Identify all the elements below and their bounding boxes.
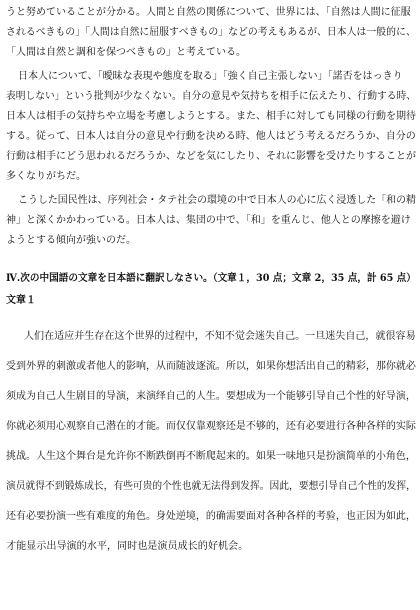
jp-line: 「人間は自然と調和を保つべきもの」と考えている。 bbox=[6, 47, 246, 58]
jp-line: ようとする傾向が強いのだ。 bbox=[6, 235, 136, 246]
section-subheading: 文章１ bbox=[6, 295, 36, 306]
jp-line: 行動は相手にどう思われるだろうか、などを気にしたり、それに影響を受けたりすることが bbox=[6, 151, 416, 162]
zh-line: 演员就得不到锻炼成长，有些可贵的个性也就无法得到发挥。因此，要想引导自己个性的发挥， bbox=[6, 481, 416, 492]
zh-line: 你就必须用心观察自己潜在的才能。而仅仅靠观察还是不够的，还有必要进行各种各样的实际 bbox=[6, 421, 416, 432]
jp-line: こうした国民性は、序列社会・タテ社会の環境の中で日本人の心に広く浸透した「和の精 bbox=[18, 195, 416, 206]
section-heading: Ⅳ.次の中国語の文章を日本語に翻訳しなさい。（文章１，30 点；文章 2，35 点，計 65 点） bbox=[6, 273, 416, 284]
jp-line: する。従って、日本人は自分の意見や行動を決める時、他人はどう考えるだろうか、自分の bbox=[6, 131, 416, 142]
zh-line: 受到外界的刺激或者他人的影响，从而随波逐流。所以，如果你想活出自己的精彩，那你就必 bbox=[6, 361, 416, 372]
zh-line: 挑战。人生这个舞台是允许你不断跌倒再不断爬起来的。如果一味地只是扮演简单的小角色， bbox=[6, 451, 416, 462]
jp-line: 日本人は相手の気持ちや立場を考慮しようとする。また、相手に対しても同様の行動を期待 bbox=[6, 111, 416, 122]
zh-line: 还有必要扮演一些有难度的角色。身处逆境，的确需要面对各种各样的考验，也正因为如此， bbox=[6, 511, 416, 522]
zh-line: 须成为自己人生剧目的导演，来演绎自己的人生。要想成为一个能够引导自己个性的好导演， bbox=[6, 391, 416, 402]
jp-line: うと努めていることが分かる。人間と自然の関係について、世界には、「自然は人間に征服 bbox=[6, 7, 411, 18]
zh-line: 人们在适应并生存在这个世界的过程中，不知不觉会迷失自己。一旦迷失自己，就很容易 bbox=[24, 331, 416, 342]
jp-line: 神」と深くかかわっている。日本人は、集団の中で、「和」を重んじ、他人との摩擦を避け bbox=[6, 215, 411, 226]
zh-line: 才能显示出导演的水平，同时也是演员成长的好机会。 bbox=[6, 541, 249, 552]
jp-line: 日本人について、「曖昧な表現や態度を取る」「強く自己主張しない」「諾否をはっきり bbox=[18, 71, 403, 82]
jp-line: されるべきもの」「人間は自然に屈服すべきもの」などの考えもあるが、日本人は一般的に、 bbox=[6, 27, 416, 38]
jp-line: 多くなりがちだ。 bbox=[6, 171, 86, 182]
jp-line: 表明しない」という批判が少なくない。自分の意見や気持ちを相手に伝えたり、行動する時、 bbox=[6, 91, 417, 102]
